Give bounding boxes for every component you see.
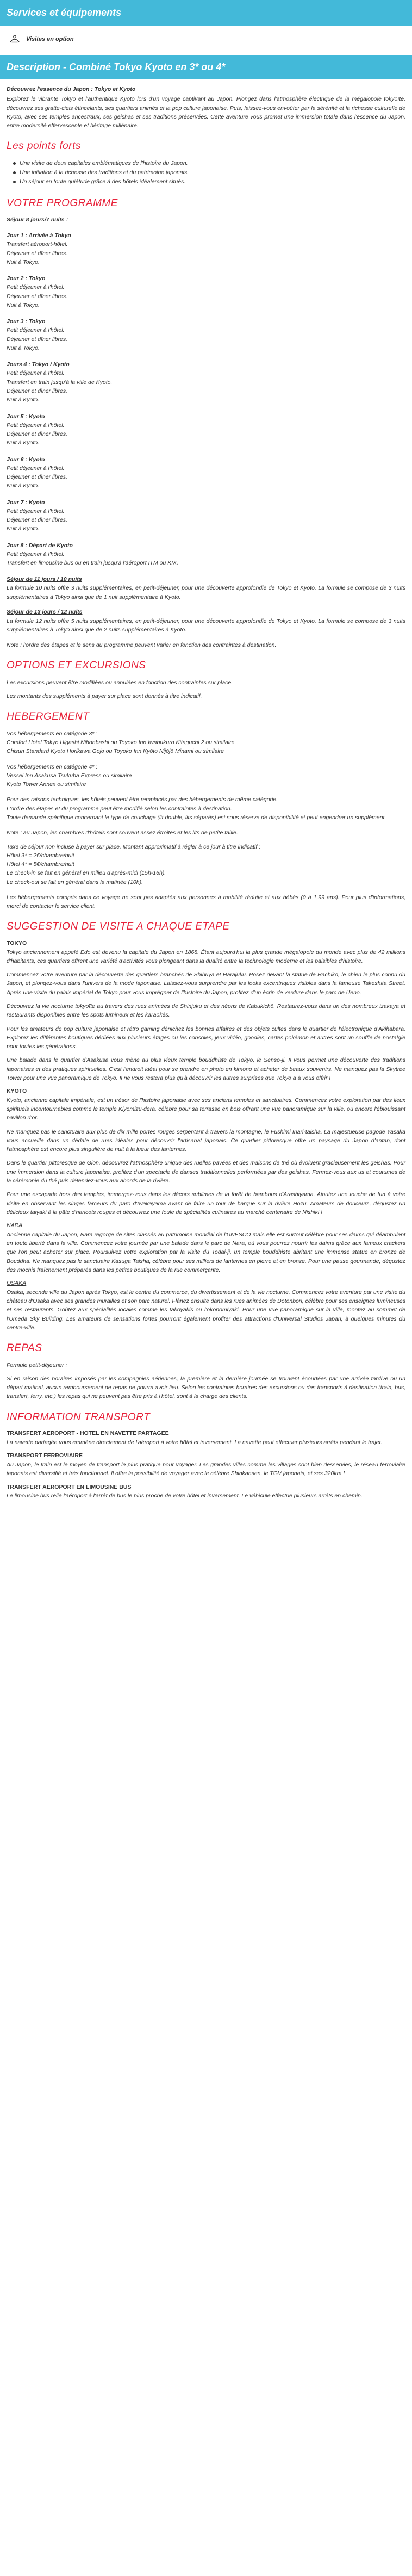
- day-block: [7, 231, 405, 267]
- taxes-line: Hôtel 3* = 2€/chambre/nuit: [7, 852, 74, 859]
- transport-text: La navette partagée vous emmène directement de l'aéroport à votre hôtel et inversement. La navette peut effectuer plusieurs arrêts pendant le trajet.: [7, 1439, 383, 1446]
- day-line: Transfert en train jusqu'à la ville de Kyoto.: [7, 379, 113, 386]
- hebergement-note: Note : au Japon, les chambres d'hôtels sont souvent assez étroites et les lits de petite taille.: [7, 829, 238, 837]
- day-title: Jours 4 : Tokyo / Kyoto: [7, 361, 70, 368]
- day-line: Déjeuner et dîner libres.: [7, 474, 68, 481]
- day-line: Nuit à Kyoto.: [7, 525, 40, 532]
- day-line: Déjeuner et dîner libres.: [7, 517, 68, 524]
- tokyo-paragraph: Commencez votre aventure par la découverte des quartiers branchés de Shibuya et Harajuku. Posez devant la statue de Hachiko, le chien le plus connu du Japon, et plongez-vous dans l'univers de la mode japonaise. Laissez-vous surprendre par les looks excentriques visibles dans la fameuse Takeshita Street. Après une visite du palais impérial de Tokyo pour vous imprégner de l'histoire du Japon, profitez d'un écrin de verdure dans le parc de Ueno.: [7, 971, 405, 996]
- days-list: [7, 231, 405, 568]
- transport-title: TRANSFERT AEROPORT - HOTEL EN NAVETTE PARTAGEE: [7, 1430, 169, 1437]
- day-line: Transfert aéroport-hôtel.: [7, 241, 68, 248]
- repas-heading: REPAS: [7, 1342, 42, 1354]
- kyoto-paragraph: Dans le quartier pittoresque de Gion, découvrez l'atmosphère unique des ruelles pavées et des maisons de thé où évoluent gracieusement les geishas. Pour une immersion dans la culture japonaise, profitez d'un spectacle de danses traditionnelles performées par des geishas. Fermez-vous aux us et coutumes de la cérémonie du thé puis détendez-vous aux abords de la rivière.: [7, 1160, 405, 1184]
- day-line: Transfert en limousine bus ou en train jusqu'à l'aéroport ITM ou KIX.: [7, 560, 179, 567]
- day-block: [7, 498, 405, 534]
- list-item: Une visite de deux capitales emblématiques de l'histoire du Japon.: [12, 159, 405, 168]
- repas-formula: Formule petit-déjeuner :: [7, 1361, 67, 1369]
- cat3-title: Vos hébergements en catégorie 3* :: [7, 730, 98, 737]
- points-forts-list: [12, 159, 405, 187]
- visits-icon: [9, 33, 21, 45]
- transport-text: Le limousine bus relie l'aéroport à l'arrêt de bus le plus proche de votre hôtel et inversement. Le véhicule effectue plusieurs arrêts en chemin.: [7, 1493, 363, 1500]
- day-line: Nuit à Tokyo.: [7, 344, 40, 351]
- day-line: Déjeuner et dîner libres.: [7, 388, 68, 394]
- tokyo-paragraph: Pour les amateurs de pop culture japonaise et rétro gaming dénichez les bonnes affaires et des objets cultes dans le quartier de l'électronique d'Akihabara. Explorez les différentes boutiques dédiées aux plusieurs étages ou les consoles, jeux vidéo, goodies, cartes pokémon et autres sont un souffle de nostalgie pour toutes les générations.: [7, 1025, 405, 1050]
- day-line: Nuit à Kyoto.: [7, 397, 40, 404]
- day-line: Déjeuner et dîner libres.: [7, 336, 68, 343]
- options-heading: OPTIONS ET EXCURSIONS: [7, 660, 146, 672]
- day-title: Jour 1 : Arrivée à Tokyo: [7, 232, 71, 239]
- sejour-8-title: Séjour 8 jours/7 nuits :: [7, 216, 68, 224]
- suggestions-heading: SUGGESTION DE VISITE A CHAQUE ETAPE: [7, 921, 230, 933]
- day-line: Nuit à Kyoto.: [7, 439, 40, 447]
- programme-note: Note : l'ordre des étapes et le sens du programme peuvent varier en fonction des contraintes à destination.: [7, 642, 277, 649]
- nara-title: NARA: [7, 1222, 23, 1229]
- kyoto-paragraph: Ne manquez pas le sanctuaire aux plus de dix mille portes rouges serpentant à travers la montagne, le Fushimi Inari-taisha. La majestueuse pagode Yasaka vous accueille dans un dédale de rues idéales pour découvrir l'artisanat japonais. Ce quartier pittoresque offre un paysage du Japon d'antan, dont l'atmosphère est encore plus singulière de nuit à la lueur des lanternes.: [7, 1128, 405, 1153]
- intro-text: Explorez le vibrante Tokyo et l'authentique Kyoto lors d'un voyage captivant au Japon. Plongez dans l'atmosphère électrique de la mégalopole tokyoïte, découvrez ses gratte-ciels étincelants, ses quartiers animés et la pop culture japonaise. Puis, laissez-vous envoûter par la sérénité et la richesse culturelle de Kyoto, avec ses temples ancestraux, ses geishas et ses traditions préservées. Cette aventure vous promet une immersion totale dans l'essence du Japon, entre modernité effervescente et héritage millénaire.: [7, 96, 405, 129]
- day-title: Jour 3 : Tokyo: [7, 318, 46, 325]
- day-block: [7, 455, 405, 491]
- transport-text: Au Japon, le train est le moyen de transport le plus pratique pour voyager. Les grandes villes comme les villages sont bien desservies, le réseau ferroviaire japonais est diversifié et très fonctionnel. Il offre la possibilité de voyager avec le célèbre Shinkansen, le TGV japonais, et ses 320km !: [7, 1462, 405, 1477]
- transport-heading: INFORMATION TRANSPORT: [7, 1411, 151, 1423]
- description-band: [0, 55, 412, 79]
- day-line: Nuit à Tokyo.: [7, 301, 40, 308]
- day-block: [7, 412, 405, 448]
- services-band: [0, 0, 412, 26]
- day-line: Petit déjeuner à l'hôtel.: [7, 465, 65, 472]
- cat4-title: Vos hébergements en catégorie 4* :: [7, 763, 98, 770]
- day-title: Jour 8 : Départ de Kyoto: [7, 542, 73, 549]
- day-line: Petit déjeuner à l'hôtel.: [7, 284, 65, 291]
- services-list: [0, 26, 412, 49]
- main-content: [0, 79, 412, 1501]
- tokyo-paragraph: Une balade dans le quartier d'Asakusa vous mène au plus vieux temple bouddhiste de Tokyo, le Senso-ji. Il vous permet une découverte des traditions japonaises et des pratiques spirituelles. C'est l'endroit idéal pour se prendre en photo en kimono et acheter de beaux souvenirs. Ne manquez pas la Skytree Tower pour une vue panoramique de Tokyo. Il ne vous restera plus qu'à découvrir les autres surprises que Tokyo a à vous offrir !: [7, 1057, 405, 1081]
- taxes-title: Taxe de séjour non incluse à payer sur place. Montant approximatif à régler à ce jour à titre indicatif :: [7, 843, 261, 850]
- sejour-11-title: Séjour de 11 jours / 10 nuits: [7, 575, 82, 583]
- sejour-13-title: Séjour de 13 jours / 12 nuits: [7, 608, 83, 615]
- hebergement-special: Toute demande spécifique concernant le type de couchage (lit double, lits séparés) est sous réserve de disponibilité et peut engendrer un supplément.: [7, 814, 386, 821]
- day-line: Nuit à Tokyo.: [7, 258, 40, 265]
- day-title: Jour 6 : Kyoto: [7, 456, 45, 463]
- day-line: Petit déjeuner à l'hôtel.: [7, 327, 65, 334]
- options-line: Les montants des suppléments à payer sur place sont donnés à titre indicatif.: [7, 693, 202, 700]
- day-block: [7, 274, 405, 309]
- day-line: Petit déjeuner à l'hôtel.: [7, 370, 65, 377]
- day-title: Jour 5 : Kyoto: [7, 413, 45, 420]
- day-block: [7, 360, 405, 404]
- transport-title: TRANSFERT AEROPORT EN LIMOUSINE BUS: [7, 1483, 132, 1490]
- services-title: Services et équipements: [7, 7, 122, 18]
- day-line: Déjeuner et dîner libres.: [7, 250, 68, 257]
- day-line: Déjeuner et dîner libres.: [7, 293, 68, 300]
- osaka-title: OSAKA: [7, 1280, 27, 1287]
- day-line: Petit déjeuner à l'hôtel.: [7, 550, 65, 558]
- list-item: Une initiation à la richesse des traditions et du patrimoine japonais.: [12, 168, 405, 177]
- day-title: Jour 7 : Kyoto: [7, 499, 45, 506]
- tokyo-title: TOKYO: [7, 939, 27, 946]
- cat3-hotel: Chisun Standard Kyoto Horikawa Gojo ou Toyoko Inn Kyōto Nijōjō Minami ou similaire: [7, 748, 224, 755]
- sejour-11-text: La formule 10 nuits offre 3 nuits supplémentaires, en petit-déjeuner, pour une découverte approfondie de Tokyo et Kyoto. La formule se compose de 3 nuits supplémentaires à Tokyo ainsi que de 1 nuit supplémentaire à Kyoto.: [7, 585, 405, 600]
- kyoto-paragraph: Pour une escapade hors des temples, immergez-vous dans les décors sublimes de la forêt de bambous d'Arashiyama. Ajoutez une touche de fun à votre visite en observant les singes farceurs du parc d'Iwakayama avant de faire un tour de barque sur la rivière Hozu. Amateurs de douceurs, dégustez un délicieux taiyaki à la pâte d'haricots rouges et découvrez une foule de spécialités culinaires au marché centenaire de Nishiki !: [7, 1191, 405, 1216]
- programme-heading: VOTRE PROGRAMME: [7, 197, 118, 209]
- intro-title: Découvrez l'essence du Japon : Tokyo et Kyoto: [7, 86, 136, 92]
- service-label: Visites en option: [26, 35, 74, 42]
- cat4-hotel: Vessel Inn Asakusa Tsukuba Express ou similaire: [7, 772, 132, 779]
- nara-paragraph: Ancienne capitale du Japon, Nara regorge de sites classés au patrimoine mondial de l'UNESCO mais elle est surtout célèbre pour ses daims qui déambulent en toute liberté dans la ville. Commencez votre journée par une balade dans le parc de Nara, où vous pourrez nourrir les daims grâce aux fameux crackers que l'on peut acheter sur place. Poursuivez votre exploration par la visite du Todai-ji, un temple bouddhiste abritant une immense statue en bronze de Bouddha. Ne manquez pas le sanctuaire Kasuga Taisha, célèbre pour ses milliers de lanternes en pierre et en bronze. Pour une pause gourmande, dégustez des mochis fraîchement préparés dans les petites boutiques de la rue commerçante.: [7, 1231, 405, 1273]
- list-item: Un séjour en toute quiétude grâce à des hôtels idéalement situés.: [12, 177, 405, 187]
- sejour-13-text: La formule 12 nuits offre 5 nuits supplémentaires, en petit-déjeuner, pour une découverte approfondie de Tokyo et Kyoto. La formule se compose de 3 nuits supplémentaires à Tokyo ainsi que de 2 nuits supplémentaires à Kyoto.: [7, 617, 405, 633]
- points-forts-heading: Les points forts: [7, 140, 81, 152]
- repas-text: Si en raison des horaires imposés par les compagnies aériennes, la première et la dernière journée se trouvent écourtées par une arrivée tardive ou un départ matinal, aucun remboursement de repas ne pourra avoir lieu. Selon les contraintes horaires des excursions ou des transports à destination (train, bus, transfert, ferry, etc.) les repas qui ne peuvent pas être pris à l'hôtel, sont à la charge des clients.: [7, 1375, 405, 1400]
- kyoto-paragraph: Kyoto, ancienne capitale impériale, est un trésor de l'histoire japonaise avec ses anciens temples et sanctuaires. Commencez votre exploration par des lieux spirituels incontournables comme le temple Kiyomizu-dera, célèbre pour sa terrasse en bois offrant une vue panoramique sur la ville, ou encore l'éblouissant pavillon d'or.: [7, 1097, 405, 1122]
- taxes-line: Le check-in se fait en général en milieu d'après-midi (15h-16h).: [7, 870, 166, 877]
- day-line: Petit déjeuner à l'hôtel.: [7, 422, 65, 429]
- kyoto-title: KYOTO: [7, 1088, 27, 1095]
- day-block: [7, 541, 405, 568]
- hebergement-heading: HEBERGEMENT: [7, 711, 90, 723]
- day-title: Jour 2 : Tokyo: [7, 275, 46, 282]
- description-title: Description - Combiné Tokyo Kyoto en 3* ou 4*: [7, 61, 226, 72]
- day-block: [7, 317, 405, 352]
- hebergement-reasons: Pour des raisons techniques, les hôtels peuvent être remplacés par des hébergements de même catégorie.: [7, 796, 278, 803]
- day-line: Petit déjeuner à l'hôtel.: [7, 507, 65, 515]
- tokyo-paragraph: Découvrez la vie nocturne tokyoïte au travers des rues animées de Shinjuku et des néons de Kabukichō. Restaurez-vous dans un des nombreux izakaya et restaurants disponibles entre les spots lumineux et les karaokés.: [7, 1002, 405, 1019]
- day-line: Déjeuner et dîner libres.: [7, 431, 68, 438]
- taxes-line: Hôtel 4* = 5€/chambre/nuit: [7, 861, 74, 868]
- transport-title: TRANSPORT FERROVIAIRE: [7, 1452, 83, 1459]
- day-line: Nuit à Kyoto.: [7, 482, 40, 490]
- taxes-line: Le check-out se fait en général dans la matinée (10h).: [7, 878, 143, 886]
- options-line: Les excursions peuvent être modifiées ou annulées en fonction des contraintes sur place.: [7, 679, 233, 686]
- osaka-paragraph: Osaka, seconde ville du Japon après Tokyo, est le centre du commerce, du divertissement et de la vie nocturne. Commencez votre aventure par une visite du château d'Osaka avec ses grandes murailles et son parc naturel. Flânez ensuite dans les rues animées de Dotonbori, célèbre pour ses enseignes lumineuses et ses restaurants. Goûtez aux spécialités locales comme les takoyakis ou l'okonomiyaki. Pour une vue panoramique sur la ville, montez au sommet de l'Umeda Sky Building. Les amateurs de sensations fortes pourront également profiter des attractions d'Universal Studios Japan, à quelques minutes du centre-ville.: [7, 1289, 405, 1331]
- tokyo-paragraph: Tokyo anciennement appelé Edo est devenu la capitale du Japon en 1868. Étant aujourd'hui la plus grande mégalopole du monde avec plus de 42 millions d'habitants, ces quartiers offrent une variété d'activités vous plongeant dans la dualité entre la technologie moderne et les paisibles d'histoire.: [7, 949, 405, 964]
- hebergement-order: L'ordre des étapes et du programme peut être modifié selon les contraintes à destination.: [7, 805, 232, 812]
- cat4-hotel: Kyoto Tower Annex ou similaire: [7, 781, 86, 788]
- accessibility-note: Les hébergements compris dans ce voyage ne sont pas adaptés aux personnes à mobilité réduite et aux bébés (0 à 1,99 ans). Pour plus d'informations, merci de contacter le service client.: [7, 894, 405, 910]
- cat3-hotel: Comfort Hotel Tokyo Higashi Nihonbashi ou Toyoko Inn Iwabukuro Kitaguchi 2 ou similaire: [7, 739, 235, 746]
